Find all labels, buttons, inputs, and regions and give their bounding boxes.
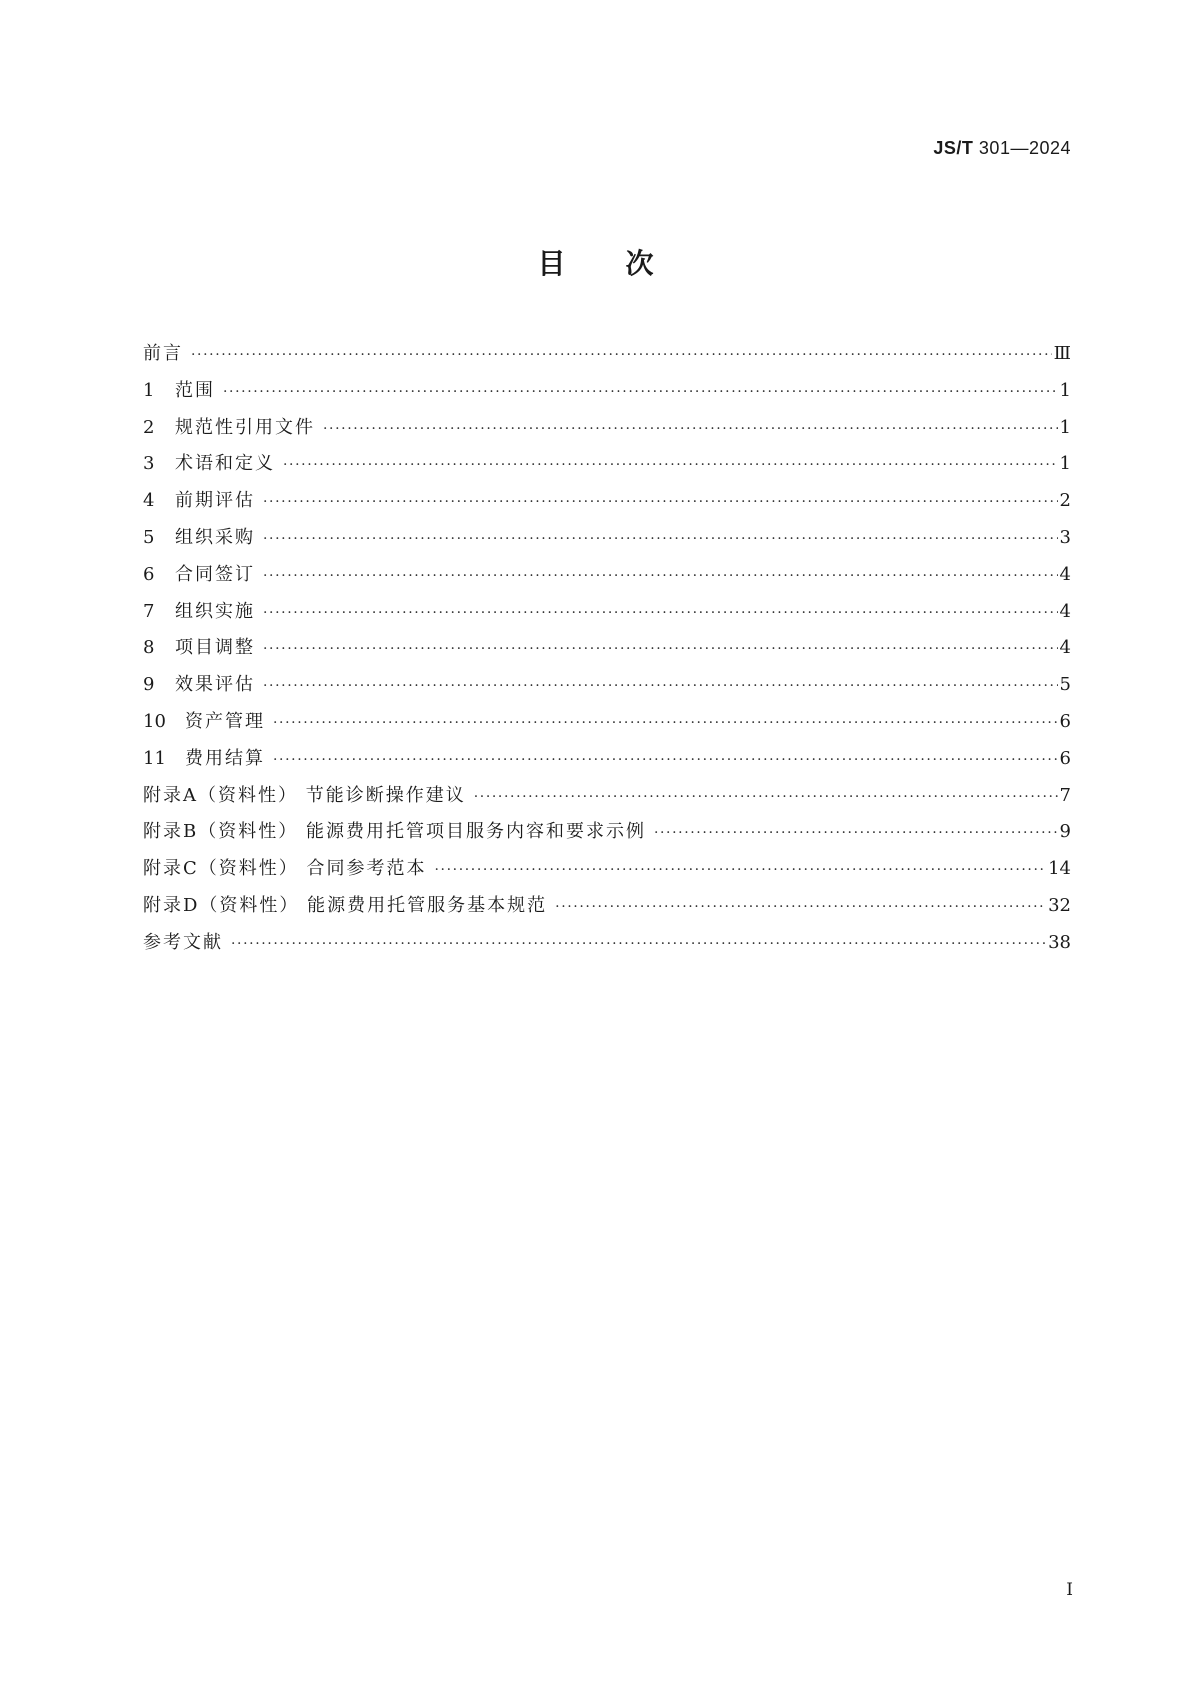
toc-entry-label: 前期评估 [175,490,255,512]
toc-entry-label: 附录B（资料性） 能源费用托管项目服务内容和要求示例 [143,821,646,843]
toc-entry-number: 2 [143,416,155,438]
toc-entry-label: 合同签订 [175,563,255,585]
toc-entry[interactable] [143,747,1071,784]
toc-entry[interactable] [143,563,1071,600]
toc-entry-number: 9 [143,674,155,696]
toc-entry-page: 1 [1059,453,1071,475]
toc-entry[interactable] [143,452,1071,489]
toc-entry-label: 规范性引用文件 [175,416,315,438]
toc-entry-label: 资产管理 [185,710,265,732]
toc-entry-label: 组织实施 [175,600,255,622]
toc-dot-leader [273,748,1058,772]
toc-entry-page: 6 [1059,747,1071,769]
toc-entry[interactable] [143,931,1071,968]
toc-entry-number: 3 [143,453,155,475]
toc-dot-leader [555,895,1046,919]
toc-entry[interactable] [143,820,1071,857]
toc-entry-number: 6 [143,563,155,585]
toc-entry[interactable] [143,489,1071,526]
page-number: I [1066,1580,1073,1600]
toc-entry-label: 组织采购 [175,526,255,548]
toc-dot-leader [263,601,1058,625]
toc-entry-number: 1 [143,379,155,401]
toc-entry-page: 32 [1048,894,1071,916]
toc-entry-label: 附录D（资料性） 能源费用托管服务基本规范 [143,894,548,916]
toc-entry-page: 3 [1059,526,1071,548]
toc-entry-label: 效果评估 [175,674,255,696]
toc-entry-number: 5 [143,526,155,548]
table-of-contents [143,342,1071,968]
toc-entry[interactable] [143,636,1071,673]
toc-dot-leader [263,490,1058,514]
toc-entry[interactable] [143,673,1071,710]
toc-entry[interactable] [143,379,1071,416]
toc-entry-page: 38 [1048,931,1071,953]
toc-dot-leader [283,453,1058,477]
toc-entry-label: 范围 [175,379,215,401]
toc-dot-leader [223,380,1058,404]
toc-dot-leader [323,417,1058,441]
toc-entry[interactable] [143,526,1071,563]
toc-entry-label: 参考文献 [143,931,223,953]
standard-prefix: JS/T [933,138,974,158]
toc-entry-page: 1 [1059,416,1071,438]
toc-entry-number: 8 [143,637,155,659]
toc-entry-page: 1 [1059,379,1071,401]
toc-dot-leader [191,343,1052,367]
toc-dot-leader [263,674,1058,698]
toc-dot-leader [263,637,1058,661]
toc-entry-page: 4 [1059,637,1071,659]
toc-entry-page: 5 [1059,674,1071,696]
toc-entry-label: 附录C（资料性） 合同参考范本 [143,858,427,880]
toc-entry-number: 4 [143,490,155,512]
toc-entry-page: Ⅲ [1053,343,1071,364]
toc-entry[interactable] [143,894,1071,931]
toc-entry-number: 7 [143,600,155,622]
toc-entry[interactable] [143,416,1071,453]
toc-entry[interactable] [143,784,1071,821]
toc-entry-number: 10 [143,710,166,732]
toc-entry[interactable] [143,342,1071,379]
toc-entry[interactable] [143,857,1071,894]
toc-entry-number: 11 [143,747,166,769]
toc-entry-page: 4 [1059,600,1071,622]
toc-entry-page: 7 [1059,784,1071,806]
toc-dot-leader [263,564,1058,588]
toc-entry-page: 2 [1059,490,1071,512]
toc-entry-label: 费用结算 [185,747,265,769]
toc-dot-leader [654,821,1058,845]
standard-code [933,138,1071,159]
toc-entry-label: 术语和定义 [175,453,275,475]
toc-dot-leader [435,858,1047,882]
toc-entry-label: 附录A（资料性） 节能诊断操作建议 [143,784,466,806]
toc-entry-page: 4 [1059,563,1071,585]
page-title: 目次 [537,247,714,280]
toc-dot-leader [263,527,1058,551]
toc-dot-leader [474,785,1058,809]
toc-entry-label: 项目调整 [175,637,255,659]
toc-dot-leader [231,932,1046,956]
toc-entry[interactable] [143,600,1071,637]
toc-entry-page: 9 [1059,821,1071,843]
toc-entry-page: 14 [1048,858,1071,880]
toc-entry-page: 6 [1059,710,1071,732]
toc-entry[interactable] [143,710,1071,747]
toc-entry-label: 前言 [143,343,183,364]
standard-number: 301—2024 [978,138,1071,158]
toc-dot-leader [273,711,1058,735]
